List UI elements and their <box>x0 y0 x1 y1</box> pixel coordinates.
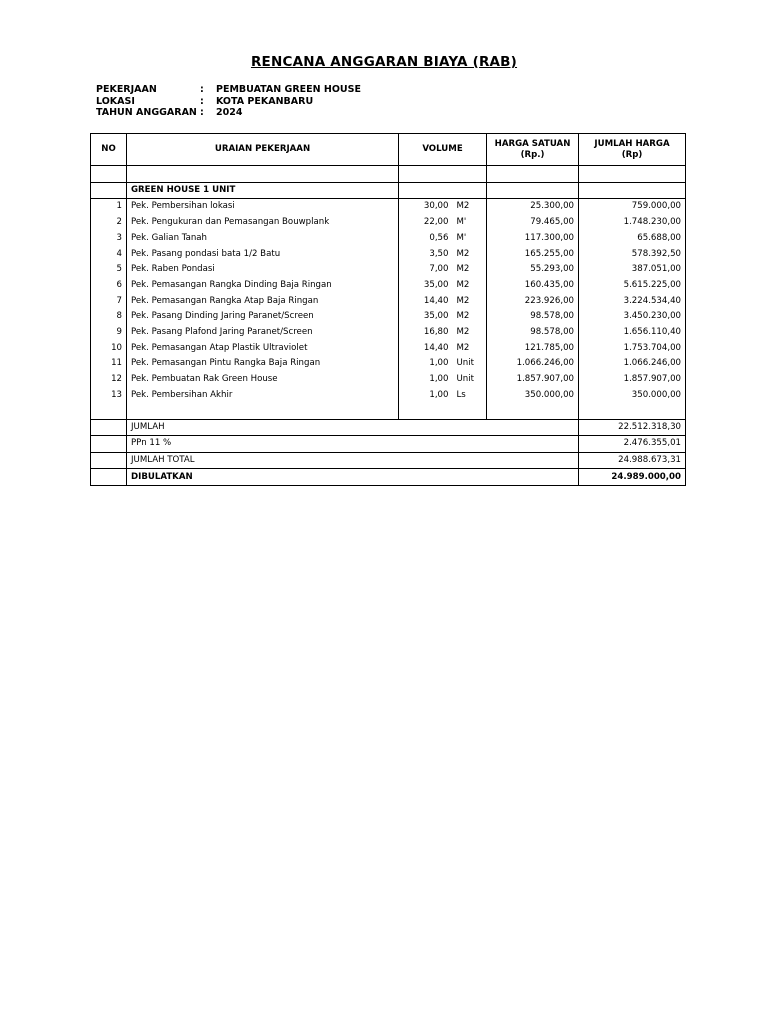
item-uraian: Pek. Pengukuran dan Pemasangan Bouwplank <box>127 215 399 231</box>
item-jumlah-harga: 350.000,00 <box>579 388 686 404</box>
item-no: 13 <box>91 388 127 404</box>
header-harga-satuan <box>487 134 579 166</box>
item-volume: 7,00 <box>399 262 453 278</box>
item-satuan: M' <box>453 215 487 231</box>
info-colon: : <box>200 95 204 107</box>
item-harga-satuan: 160.435,00 <box>487 278 579 294</box>
item-no: 10 <box>91 341 127 357</box>
item-harga-satuan: 121.785,00 <box>487 341 579 357</box>
header-jumlah-harga-line1: JUMLAH HARGA <box>594 138 670 149</box>
item-volume: 30,00 <box>399 199 453 215</box>
table-row <box>91 388 686 404</box>
item-satuan: M2 <box>453 294 487 310</box>
item-volume: 1,00 <box>399 388 453 404</box>
item-uraian: Pek. Galian Tanah <box>127 231 399 247</box>
item-no: 1 <box>91 199 127 215</box>
item-no: 2 <box>91 215 127 231</box>
item-satuan: M2 <box>453 199 487 215</box>
item-no: 5 <box>91 262 127 278</box>
item-uraian: Pek. Pasang Dinding Jaring Paranet/Screen <box>127 309 399 325</box>
dibulatkan-row <box>91 468 686 485</box>
item-no: 4 <box>91 247 127 263</box>
header-jumlah-harga-line2: (Rp) <box>621 149 643 160</box>
item-uraian: Pek. Pemasangan Rangka Atap Baja Ringan <box>127 294 399 310</box>
section-row <box>91 182 686 199</box>
item-jumlah-harga: 578.392,50 <box>579 247 686 263</box>
item-harga-satuan: 1.066.246,00 <box>487 356 579 372</box>
item-uraian: Pek. Pembersihan Akhir <box>127 388 399 404</box>
item-harga-satuan: 165.255,00 <box>487 247 579 263</box>
item-uraian: Pek. Pemasangan Rangka Dinding Baja Ringan <box>127 278 399 294</box>
item-satuan: Unit <box>453 356 487 372</box>
item-no: 7 <box>91 294 127 310</box>
table-row <box>91 325 686 341</box>
item-volume: 14,40 <box>399 341 453 357</box>
item-satuan: M2 <box>453 278 487 294</box>
item-satuan: M2 <box>453 247 487 263</box>
jumlah-value: 22.512.318,30 <box>579 420 686 436</box>
info-row-tahun-anggaran <box>96 107 361 119</box>
item-jumlah-harga: 387.051,00 <box>579 262 686 278</box>
item-no: 11 <box>91 356 127 372</box>
item-uraian: Pek. Pemasangan Atap Plastik Ultraviolet <box>127 341 399 357</box>
header-no: NO <box>91 134 127 166</box>
info-label: TAHUN ANGGARAN <box>96 107 197 118</box>
ppn-row <box>91 436 686 452</box>
header-harga-satuan-line2: (Rp.) <box>520 149 545 160</box>
info-colon: : <box>200 84 204 95</box>
table-row <box>91 356 686 372</box>
item-harga-satuan: 1.857.907,00 <box>487 372 579 388</box>
info-label: PEKERJAAN <box>96 84 157 95</box>
item-harga-satuan: 117.300,00 <box>487 231 579 247</box>
item-uraian: Pek. Raben Pondasi <box>127 262 399 278</box>
item-no: 12 <box>91 372 127 388</box>
info-value: KOTA PEKANBARU <box>216 95 314 107</box>
spacer-row <box>91 166 686 183</box>
item-satuan: Ls <box>453 388 487 404</box>
header-volume: VOLUME <box>399 134 487 166</box>
item-jumlah-harga: 5.615.225,00 <box>579 278 686 294</box>
item-jumlah-harga: 1.748.230,00 <box>579 215 686 231</box>
item-jumlah-harga: 759.000,00 <box>579 199 686 215</box>
item-uraian: Pek. Pasang Plafond Jaring Paranet/Screen <box>127 325 399 341</box>
info-label: LOKASI <box>96 95 135 107</box>
item-harga-satuan: 98.578,00 <box>487 325 579 341</box>
jumlah-total-row <box>91 452 686 468</box>
jumlah-total-value: 24.988.673,31 <box>579 452 686 468</box>
dibulatkan-value: 24.989.000,00 <box>579 468 686 485</box>
item-harga-satuan: 55.293,00 <box>487 262 579 278</box>
table-row <box>91 341 686 357</box>
header-harga-satuan-line1: HARGA SATUAN <box>494 138 571 149</box>
info-colon: : <box>200 107 204 118</box>
table-header-row <box>91 134 686 166</box>
item-no: 8 <box>91 309 127 325</box>
item-jumlah-harga: 1.857.907,00 <box>579 372 686 388</box>
item-satuan: M2 <box>453 325 487 341</box>
item-jumlah-harga: 65.688,00 <box>579 231 686 247</box>
item-volume: 35,00 <box>399 278 453 294</box>
item-jumlah-harga: 1.753.704,00 <box>579 341 686 357</box>
info-value: 2024 <box>216 107 243 118</box>
item-harga-satuan: 223.926,00 <box>487 294 579 310</box>
table-row <box>91 278 686 294</box>
info-value: PEMBUATAN GREEN HOUSE <box>216 84 361 95</box>
info-row-pekerjaan <box>96 84 361 96</box>
item-harga-satuan: 350.000,00 <box>487 388 579 404</box>
ppn-label: PPn 11 % <box>127 436 579 452</box>
item-volume: 0,56 <box>399 231 453 247</box>
table-row <box>91 372 686 388</box>
project-info <box>96 84 361 119</box>
item-uraian: Pek. Pemasangan Pintu Rangka Baja Ringan <box>127 356 399 372</box>
dibulatkan-label: DIBULATKAN <box>127 468 579 485</box>
header-jumlah-harga <box>579 134 686 166</box>
item-satuan: M2 <box>453 262 487 278</box>
budget-table <box>90 133 686 486</box>
document-title: RENCANA ANGGARAN BIAYA (RAB) <box>250 54 518 70</box>
item-no: 9 <box>91 325 127 341</box>
item-satuan: M2 <box>453 309 487 325</box>
header-uraian: URAIAN PEKERJAAN <box>127 134 399 166</box>
item-uraian: Pek. Pasang pondasi bata 1/2 Batu <box>127 247 399 263</box>
item-volume: 14,40 <box>399 294 453 310</box>
item-harga-satuan: 98.578,00 <box>487 309 579 325</box>
item-volume: 3,50 <box>399 247 453 263</box>
item-satuan: Unit <box>453 372 487 388</box>
jumlah-row <box>91 420 686 436</box>
item-jumlah-harga: 3.450.230,00 <box>579 309 686 325</box>
item-volume: 35,00 <box>399 309 453 325</box>
section-title: GREEN HOUSE 1 UNIT <box>127 182 399 199</box>
item-uraian: Pek. Pembersihan lokasi <box>127 199 399 215</box>
item-volume: 16,80 <box>399 325 453 341</box>
item-volume: 22,00 <box>399 215 453 231</box>
jumlah-label: JUMLAH <box>127 420 579 436</box>
jumlah-total-label: JUMLAH TOTAL <box>127 452 579 468</box>
table-row <box>91 231 686 247</box>
ppn-value: 2.476.355,01 <box>579 436 686 452</box>
item-harga-satuan: 25.300,00 <box>487 199 579 215</box>
item-jumlah-harga: 1.656.110,40 <box>579 325 686 341</box>
item-volume: 1,00 <box>399 356 453 372</box>
table-row <box>91 247 686 263</box>
item-satuan: M2 <box>453 341 487 357</box>
table-row <box>91 294 686 310</box>
item-satuan: M' <box>453 231 487 247</box>
table-row <box>91 199 686 215</box>
table-row <box>91 215 686 231</box>
table-row <box>91 262 686 278</box>
item-uraian: Pek. Pembuatan Rak Green House <box>127 372 399 388</box>
item-jumlah-harga: 1.066.246,00 <box>579 356 686 372</box>
item-harga-satuan: 79.465,00 <box>487 215 579 231</box>
info-row-lokasi <box>96 96 361 108</box>
item-jumlah-harga: 3.224.534,40 <box>579 294 686 310</box>
spacer-row <box>91 404 686 420</box>
item-volume: 1,00 <box>399 372 453 388</box>
item-no: 6 <box>91 278 127 294</box>
table-row <box>91 309 686 325</box>
item-no: 3 <box>91 231 127 247</box>
